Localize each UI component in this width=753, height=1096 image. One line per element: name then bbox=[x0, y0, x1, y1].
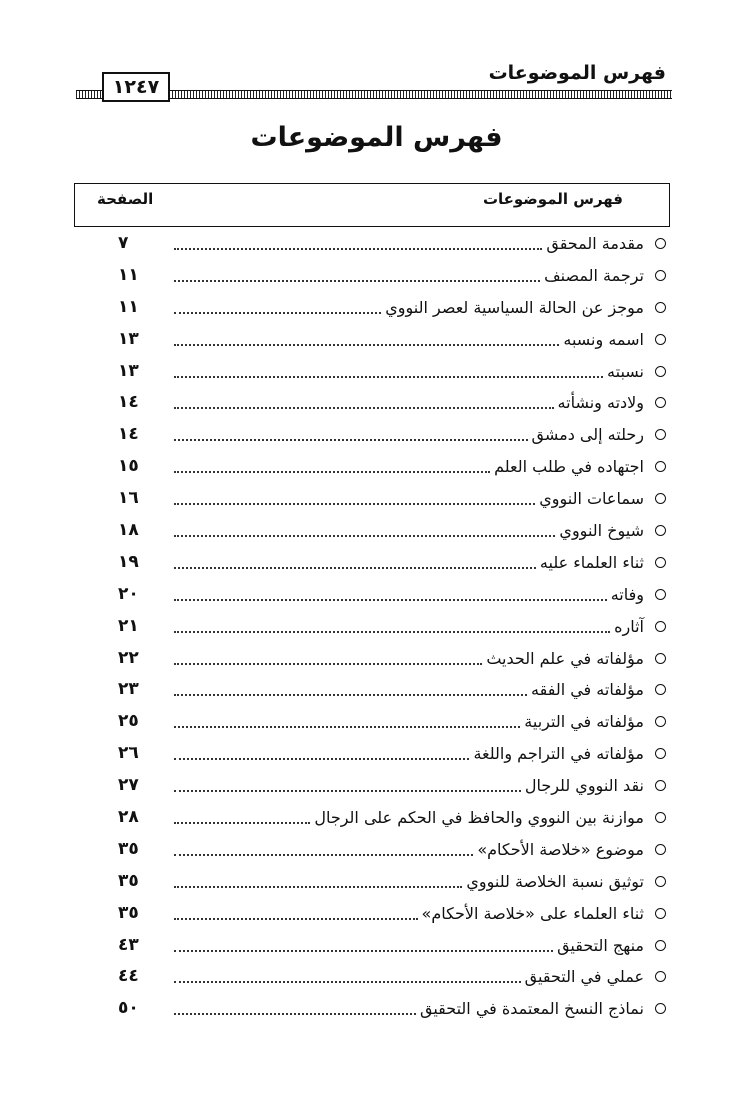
dot-leader bbox=[174, 344, 559, 346]
toc-entry-text: مؤلفاته في الفقه bbox=[531, 680, 644, 700]
toc-row bbox=[74, 931, 670, 963]
circle-bullet-icon bbox=[655, 557, 666, 568]
toc-row bbox=[74, 867, 670, 899]
toc-entry-page: ٢٣ bbox=[118, 679, 139, 700]
running-header bbox=[76, 60, 672, 100]
toc-entry-text: مقدمة المحقق bbox=[546, 234, 644, 253]
toc-row bbox=[74, 516, 670, 548]
circle-bullet-icon bbox=[655, 748, 666, 759]
toc-row bbox=[74, 707, 670, 739]
dot-leader bbox=[174, 471, 490, 473]
toc-entry-text: موضوع «خلاصة الأحكام» bbox=[477, 839, 644, 859]
toc-entry-page: ٤٣ bbox=[118, 934, 139, 955]
dot-leader bbox=[174, 439, 528, 441]
circle-bullet-icon bbox=[655, 716, 666, 727]
dot-leader bbox=[174, 631, 610, 633]
circle-bullet-icon bbox=[655, 589, 666, 600]
toc-entry-text: سماعات النووي bbox=[539, 489, 644, 509]
toc-row bbox=[74, 580, 670, 612]
toc-header-box bbox=[74, 183, 670, 227]
toc-row bbox=[74, 229, 670, 261]
toc-entry-page: ٢٠ bbox=[118, 583, 139, 604]
dot-leader bbox=[174, 981, 521, 983]
toc-entry-text: موازنة بين النووي والحافظ في الحكم على الرجال bbox=[314, 808, 644, 828]
toc-row bbox=[74, 835, 670, 867]
toc-entry-page: ٣٥ bbox=[118, 838, 139, 859]
circle-bullet-icon bbox=[655, 525, 666, 536]
toc-row bbox=[74, 548, 670, 580]
dot-leader bbox=[174, 312, 381, 314]
toc-entry-page: ١٩ bbox=[118, 551, 139, 572]
circle-bullet-icon bbox=[655, 366, 666, 377]
toc-entry-page: ٢٥ bbox=[118, 711, 139, 732]
toc-row bbox=[74, 899, 670, 931]
page-column-label: الصفحة bbox=[97, 190, 154, 208]
toc-entry-text: شيوخ النووي bbox=[559, 521, 644, 541]
toc-entry-page: ١١ bbox=[118, 264, 139, 285]
toc-entry-page: ٣٥ bbox=[118, 870, 139, 891]
toc-entry-text: نماذج النسخ المعتمدة في التحقيق bbox=[420, 999, 644, 1019]
dot-leader bbox=[174, 918, 418, 920]
toc-entry-text: اجتهاده في طلب العلم bbox=[494, 457, 644, 477]
dot-leader bbox=[174, 599, 607, 601]
dot-leader bbox=[174, 758, 469, 760]
toc-entry-page: ١٣ bbox=[118, 328, 139, 349]
toc-entry-text: ثناء العلماء عليه bbox=[539, 552, 644, 572]
dot-leader bbox=[174, 376, 603, 378]
toc-row bbox=[74, 962, 670, 994]
toc-row bbox=[74, 675, 670, 707]
toc-entry-text: مؤلفاته في التربية bbox=[524, 712, 644, 732]
circle-bullet-icon bbox=[655, 812, 666, 823]
toc-entry-text: اسمه ونسبه bbox=[563, 329, 644, 349]
toc-row bbox=[74, 771, 670, 803]
circle-bullet-icon bbox=[655, 397, 666, 408]
toc-entry-text: توثيق نسبة الخلاصة للنووي bbox=[466, 871, 644, 891]
toc-row bbox=[74, 739, 670, 771]
circle-bullet-icon bbox=[655, 621, 666, 632]
circle-bullet-icon bbox=[655, 461, 666, 472]
toc-row bbox=[74, 325, 670, 357]
toc-entry-text: آثاره bbox=[614, 616, 644, 636]
toc-entry-text: عملي في التحقيق bbox=[524, 967, 644, 987]
dot-leader bbox=[174, 280, 540, 282]
circle-bullet-icon bbox=[655, 844, 666, 855]
circle-bullet-icon bbox=[655, 971, 666, 982]
toc-entry-page: ٢١ bbox=[118, 615, 139, 636]
toc-entry-page: ١٥ bbox=[118, 456, 139, 477]
toc-entry-page: ١٤ bbox=[118, 392, 139, 413]
toc-entry-page: ١٤ bbox=[118, 424, 139, 445]
toc-row bbox=[74, 293, 670, 325]
toc-entry-page: ١٣ bbox=[118, 360, 139, 381]
toc-entry-page: ٧ bbox=[118, 233, 129, 253]
toc-entry-text: ثناء العلماء على «خلاصة الأحكام» bbox=[421, 903, 644, 923]
toc-entry-page: ٢٢ bbox=[118, 647, 139, 668]
dot-leader bbox=[174, 854, 473, 856]
dot-leader bbox=[174, 503, 535, 505]
toc-entry-text: ولادته ونشأته bbox=[557, 393, 644, 413]
circle-bullet-icon bbox=[655, 270, 666, 281]
page-number: ١٢٤٧ bbox=[102, 72, 170, 102]
toc-row bbox=[74, 612, 670, 644]
toc-entry-page: ٤٤ bbox=[118, 966, 139, 987]
circle-bullet-icon bbox=[655, 653, 666, 664]
toc-entry-page: ٥٠ bbox=[118, 998, 139, 1019]
toc-entry-text: وفاته bbox=[610, 584, 644, 604]
toc-entry-page: ١٨ bbox=[118, 520, 139, 541]
dot-leader bbox=[174, 1013, 416, 1015]
dot-leader bbox=[174, 950, 553, 952]
dot-leader bbox=[174, 822, 310, 824]
toc-row bbox=[74, 452, 670, 484]
dot-leader bbox=[174, 535, 555, 537]
toc-entry-text: رحلته إلى دمشق bbox=[531, 425, 644, 445]
toc-row bbox=[74, 803, 670, 835]
circle-bullet-icon bbox=[655, 302, 666, 313]
toc-list bbox=[74, 229, 670, 1026]
dot-leader bbox=[174, 248, 542, 250]
toc-entry-text: مؤلفاته في التراجم واللغة bbox=[473, 744, 644, 764]
toc-entry-text: نسبته bbox=[607, 361, 644, 381]
circle-bullet-icon bbox=[655, 780, 666, 791]
dot-leader bbox=[174, 726, 520, 728]
toc-entry-page: ٣٥ bbox=[118, 902, 139, 923]
circle-bullet-icon bbox=[655, 429, 666, 440]
toc-entry-text: موجز عن الحالة السياسية لعصر النووي bbox=[385, 297, 644, 317]
page-title: فهرس الموضوعات bbox=[250, 122, 503, 153]
dot-leader bbox=[174, 567, 536, 569]
toc-entry-page: ٢٨ bbox=[118, 807, 139, 828]
toc-entry-text: منهج التحقيق bbox=[557, 935, 644, 955]
circle-bullet-icon bbox=[655, 908, 666, 919]
toc-entry-text: ترجمة المصنف bbox=[544, 265, 644, 285]
toc-row bbox=[74, 420, 670, 452]
toc-row bbox=[74, 388, 670, 420]
topics-column-label: فهرس الموضوعات bbox=[482, 190, 623, 208]
dot-leader bbox=[174, 663, 482, 665]
circle-bullet-icon bbox=[655, 1003, 666, 1014]
circle-bullet-icon bbox=[655, 334, 666, 345]
toc-entry-text: مؤلفاته في علم الحديث bbox=[486, 648, 644, 668]
circle-bullet-icon bbox=[655, 238, 666, 249]
toc-row bbox=[74, 357, 670, 389]
toc-row bbox=[74, 484, 670, 516]
dot-leader bbox=[174, 790, 521, 792]
circle-bullet-icon bbox=[655, 493, 666, 504]
dot-leader bbox=[174, 694, 527, 696]
circle-bullet-icon bbox=[655, 876, 666, 887]
toc-row bbox=[74, 261, 670, 293]
dot-leader bbox=[174, 886, 462, 888]
toc-entry-page: ٢٦ bbox=[118, 743, 139, 764]
toc-row bbox=[74, 994, 670, 1026]
toc-entry-text: نقد النووي للرجال bbox=[524, 776, 644, 796]
toc-entry-page: ١٦ bbox=[118, 488, 139, 509]
circle-bullet-icon bbox=[655, 684, 666, 695]
toc-entry-page: ٢٧ bbox=[118, 775, 139, 796]
circle-bullet-icon bbox=[655, 940, 666, 951]
dot-leader bbox=[174, 407, 554, 409]
toc-entry-page: ١١ bbox=[118, 296, 139, 317]
running-header-title: فهرس الموضوعات bbox=[488, 62, 666, 84]
toc-row bbox=[74, 644, 670, 676]
